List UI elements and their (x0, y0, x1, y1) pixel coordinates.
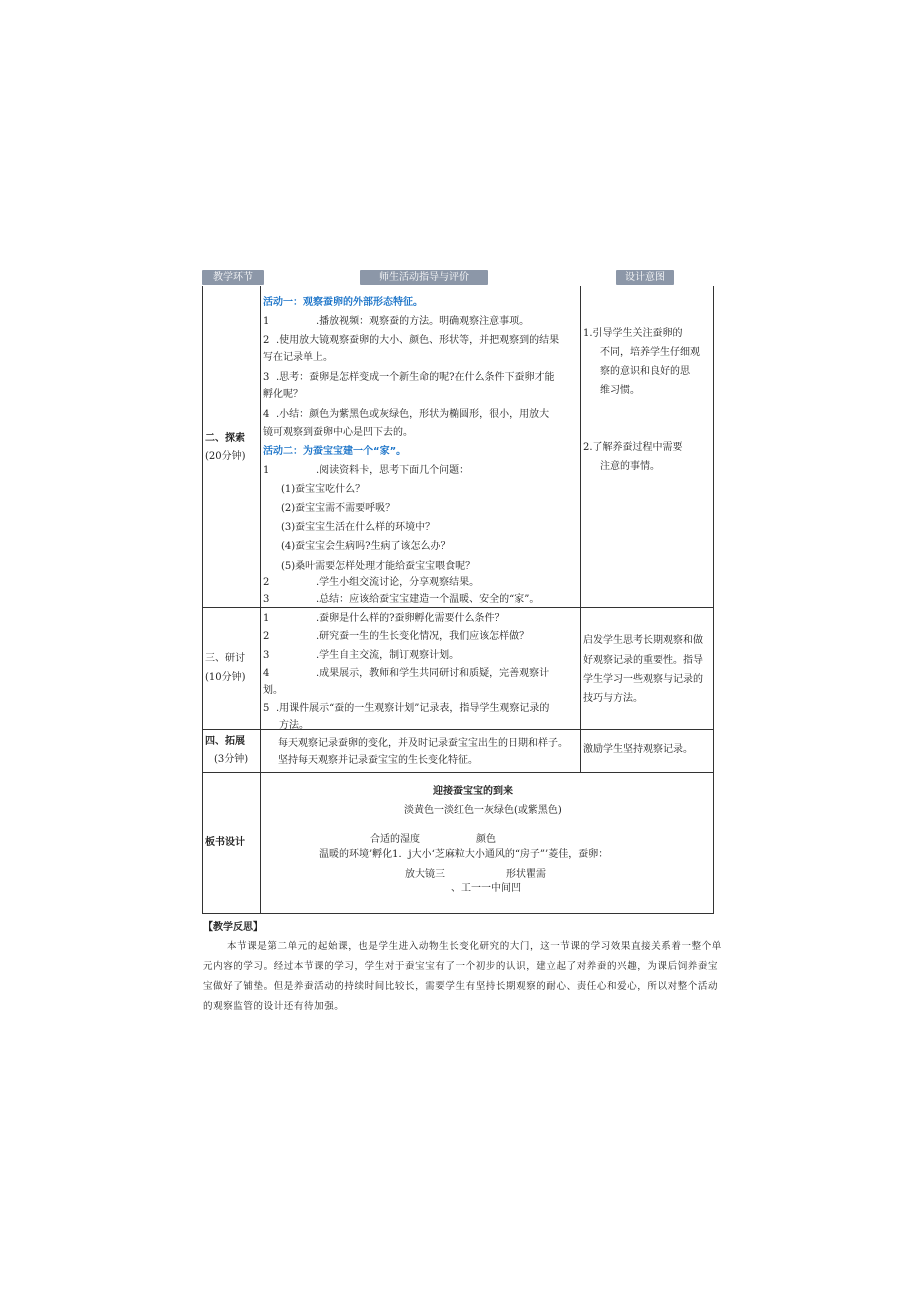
extend-line-2: 坚持每天观察并记录蚕宝宝的生长变化特征。 (278, 755, 478, 766)
d-item-2-text: .研究蚕一生的生长变化情况，我们应该怎样做？ (316, 631, 530, 642)
discuss-intent-line-2: 好观察记录的重要性。指导 (583, 655, 703, 666)
a2-question-4: (4)蚕宝宝会生病吗?生病了该怎么办？ (281, 541, 451, 552)
d-item-4-text: .成果展示，教师和学生共同研讨和质疑，完善观察计 (316, 668, 550, 679)
a1-item-2-num: 2 (263, 335, 270, 346)
explore-intent-1-line-2: 不同，培养学生仔细观 (600, 347, 700, 358)
extend-title: 四、拓展 (205, 736, 245, 747)
d-item-3-text: .学生自主交流，制订观察计划。 (316, 650, 460, 661)
a2-item-3-text: .总结：应该给蚕宝宝建造一个温暖、安全的“家”。 (316, 594, 540, 605)
a1-item-2-text: .使用放大镜观察蚕卵的大小、颜色、形状等，并把观察到的结果 (276, 335, 560, 346)
a1-item-4-cont: 镜可观察到蚕卵中心是凹下去的。 (263, 427, 413, 438)
explore-intent-1-line-4: 维习惯。 (600, 385, 640, 396)
extend-intent: 激励学生坚持观察记录。 (583, 744, 693, 755)
discuss-intent-line-3: 学生学习一些观察与记录的 (583, 674, 703, 685)
d-item-4-num: 4 (263, 668, 270, 679)
reflection-line-1: 本节课是第二单元的起始课，也是学生进入动物生长变化研究的大门，这一节课的学习效果直接关系着一整个单 (227, 941, 722, 952)
a2-item-2-text: .学生小组交流讨论，分享观察结果。 (316, 577, 480, 588)
discuss-title: 三、研讨 (205, 653, 245, 664)
activity2-title: 活动二：为蚕宝宝建一个“家”。 (263, 446, 407, 457)
a1-item-1-text: .播放视频：观察蚕的方法。明确观察注意事项。 (316, 316, 530, 327)
reflection-line-4: 的观察监管的设计还有待加强。 (203, 1001, 345, 1012)
header-design-intent: 设计意图 (616, 270, 674, 285)
board-line-2b: 颜色 (476, 834, 496, 845)
reflection-line-3: 宝做好了铺垫。但是养蚕活动的持续时间比较长，需要学生有坚持长期观察的耐心、责任心和爱心，所以对整个活动 (203, 981, 719, 992)
explore-intent-2: 2.了解养蚕过程中需要 (583, 442, 683, 453)
discuss-intent-line-4: 技巧与方法。 (583, 693, 643, 704)
a1-item-3-num: 3 (263, 372, 270, 383)
discuss-intent-line-1: 启发学生思考长期观察和做 (583, 635, 703, 646)
a2-item-1-num: 1 (263, 465, 270, 476)
board-line-1: 淡黄色一淡红色一灰绿色(或紫黑色) (404, 805, 562, 816)
table-col-divider-2 (580, 286, 581, 773)
extend-time: (3分钟) (214, 754, 249, 765)
header-teaching-stage: 教学环节 (202, 270, 264, 285)
a1-item-3-cont: 孵化呢？ (263, 389, 303, 400)
a2-item-2-num: 2 (263, 577, 270, 588)
d-item-1-text: .蚕卵是什么样的?蚕卵孵化需要什么条件？ (316, 613, 505, 624)
explore-title: 二、探索 (205, 433, 245, 444)
explore-intent-1: 1.引导学生关注蚕卵的 (583, 328, 683, 339)
board-line-4b: 形状瞿需 (506, 869, 546, 880)
d-item-5-cont: 方法。 (279, 720, 309, 729)
reflection-line-2: 元内容的学习。经过本节课的学习，学生对于蚕宝宝有了一个初步的认识，建立起了对养蚕的兴趣，为课后饲养蚕宝 (203, 961, 719, 972)
a1-item-1-num: 1 (263, 316, 270, 327)
row-divider-discuss (202, 729, 714, 730)
table-col-divider-1 (260, 286, 261, 914)
table-border-right (713, 286, 714, 914)
activity1-title: 活动一：观察蚕卵的外部形态特征。 (263, 297, 423, 308)
a2-question-5: (5)桑叶需要怎样处理才能给蚕宝宝喂食呢？ (281, 561, 476, 572)
a1-item-3-text: .思考：蚕卵是怎样变成一个新生命的呢?在什么条件下蚕卵才能 (276, 372, 555, 383)
board-heading: 迎接蚕宝宝的到来 (433, 786, 513, 797)
explore-intent-1-line-3: 察的意识和良好的思 (600, 366, 690, 377)
header-activity-guidance: 师生活动指导与评价 (360, 270, 488, 285)
a2-question-1: (1)蚕宝宝吃什么？ (281, 484, 366, 495)
explore-time: (20分钟) (205, 451, 246, 462)
explore-intent-2-line-2: 注意的事情。 (600, 461, 660, 472)
table-border-left (202, 286, 203, 914)
table-border-bottom (202, 913, 714, 914)
a2-item-3-num: 3 (263, 594, 270, 605)
row-divider-explore (202, 607, 714, 608)
a1-item-4-text: .小结：颜色为紫黑色或灰绿色，形状为椭圆形，很小，用放大 (276, 409, 550, 420)
a1-item-4-num: 4 (263, 409, 270, 420)
reflection-title: 【教学反思】 (203, 922, 263, 933)
board-title: 板书设计 (205, 837, 245, 848)
d-item-3-num: 3 (263, 650, 270, 661)
d-item-1-num: 1 (263, 613, 270, 624)
a1-item-2-cont: 写在记录单上。 (263, 352, 333, 363)
d-item-4-cont: 划。 (263, 685, 283, 696)
d-item-2-num: 2 (263, 631, 270, 642)
extend-line-1: 每天观察记录蚕卵的变化，并及时记录蚕宝宝出生的日期和样子。 (278, 738, 568, 749)
board-line-4a: 放大镜三 (405, 869, 445, 880)
board-line-3: 温暖的环境’孵化1．j大小‘芝麻粒大小通风的“房子”’菱佳，蚕卵： (319, 849, 609, 860)
d-item-5-text: .用课件展示“蚕的一生观察计划”记录表，指导学生观察记录的 (276, 703, 550, 714)
discuss-time: (10分钟) (205, 672, 246, 683)
d-item-5-num: 5 (263, 703, 270, 714)
board-line-2a: 合适的湿度 (370, 834, 420, 845)
board-line-5: 、工一一中间凹 (451, 883, 521, 894)
a2-question-3: (3)蚕宝宝生活在什么样的环境中？ (281, 522, 436, 533)
row-divider-extend (202, 772, 714, 773)
a2-question-2: (2)蚕宝宝需不需要呼吸？ (281, 503, 396, 514)
a2-item-1-text: .阅读资料卡，思考下面几个问题： (316, 465, 470, 476)
